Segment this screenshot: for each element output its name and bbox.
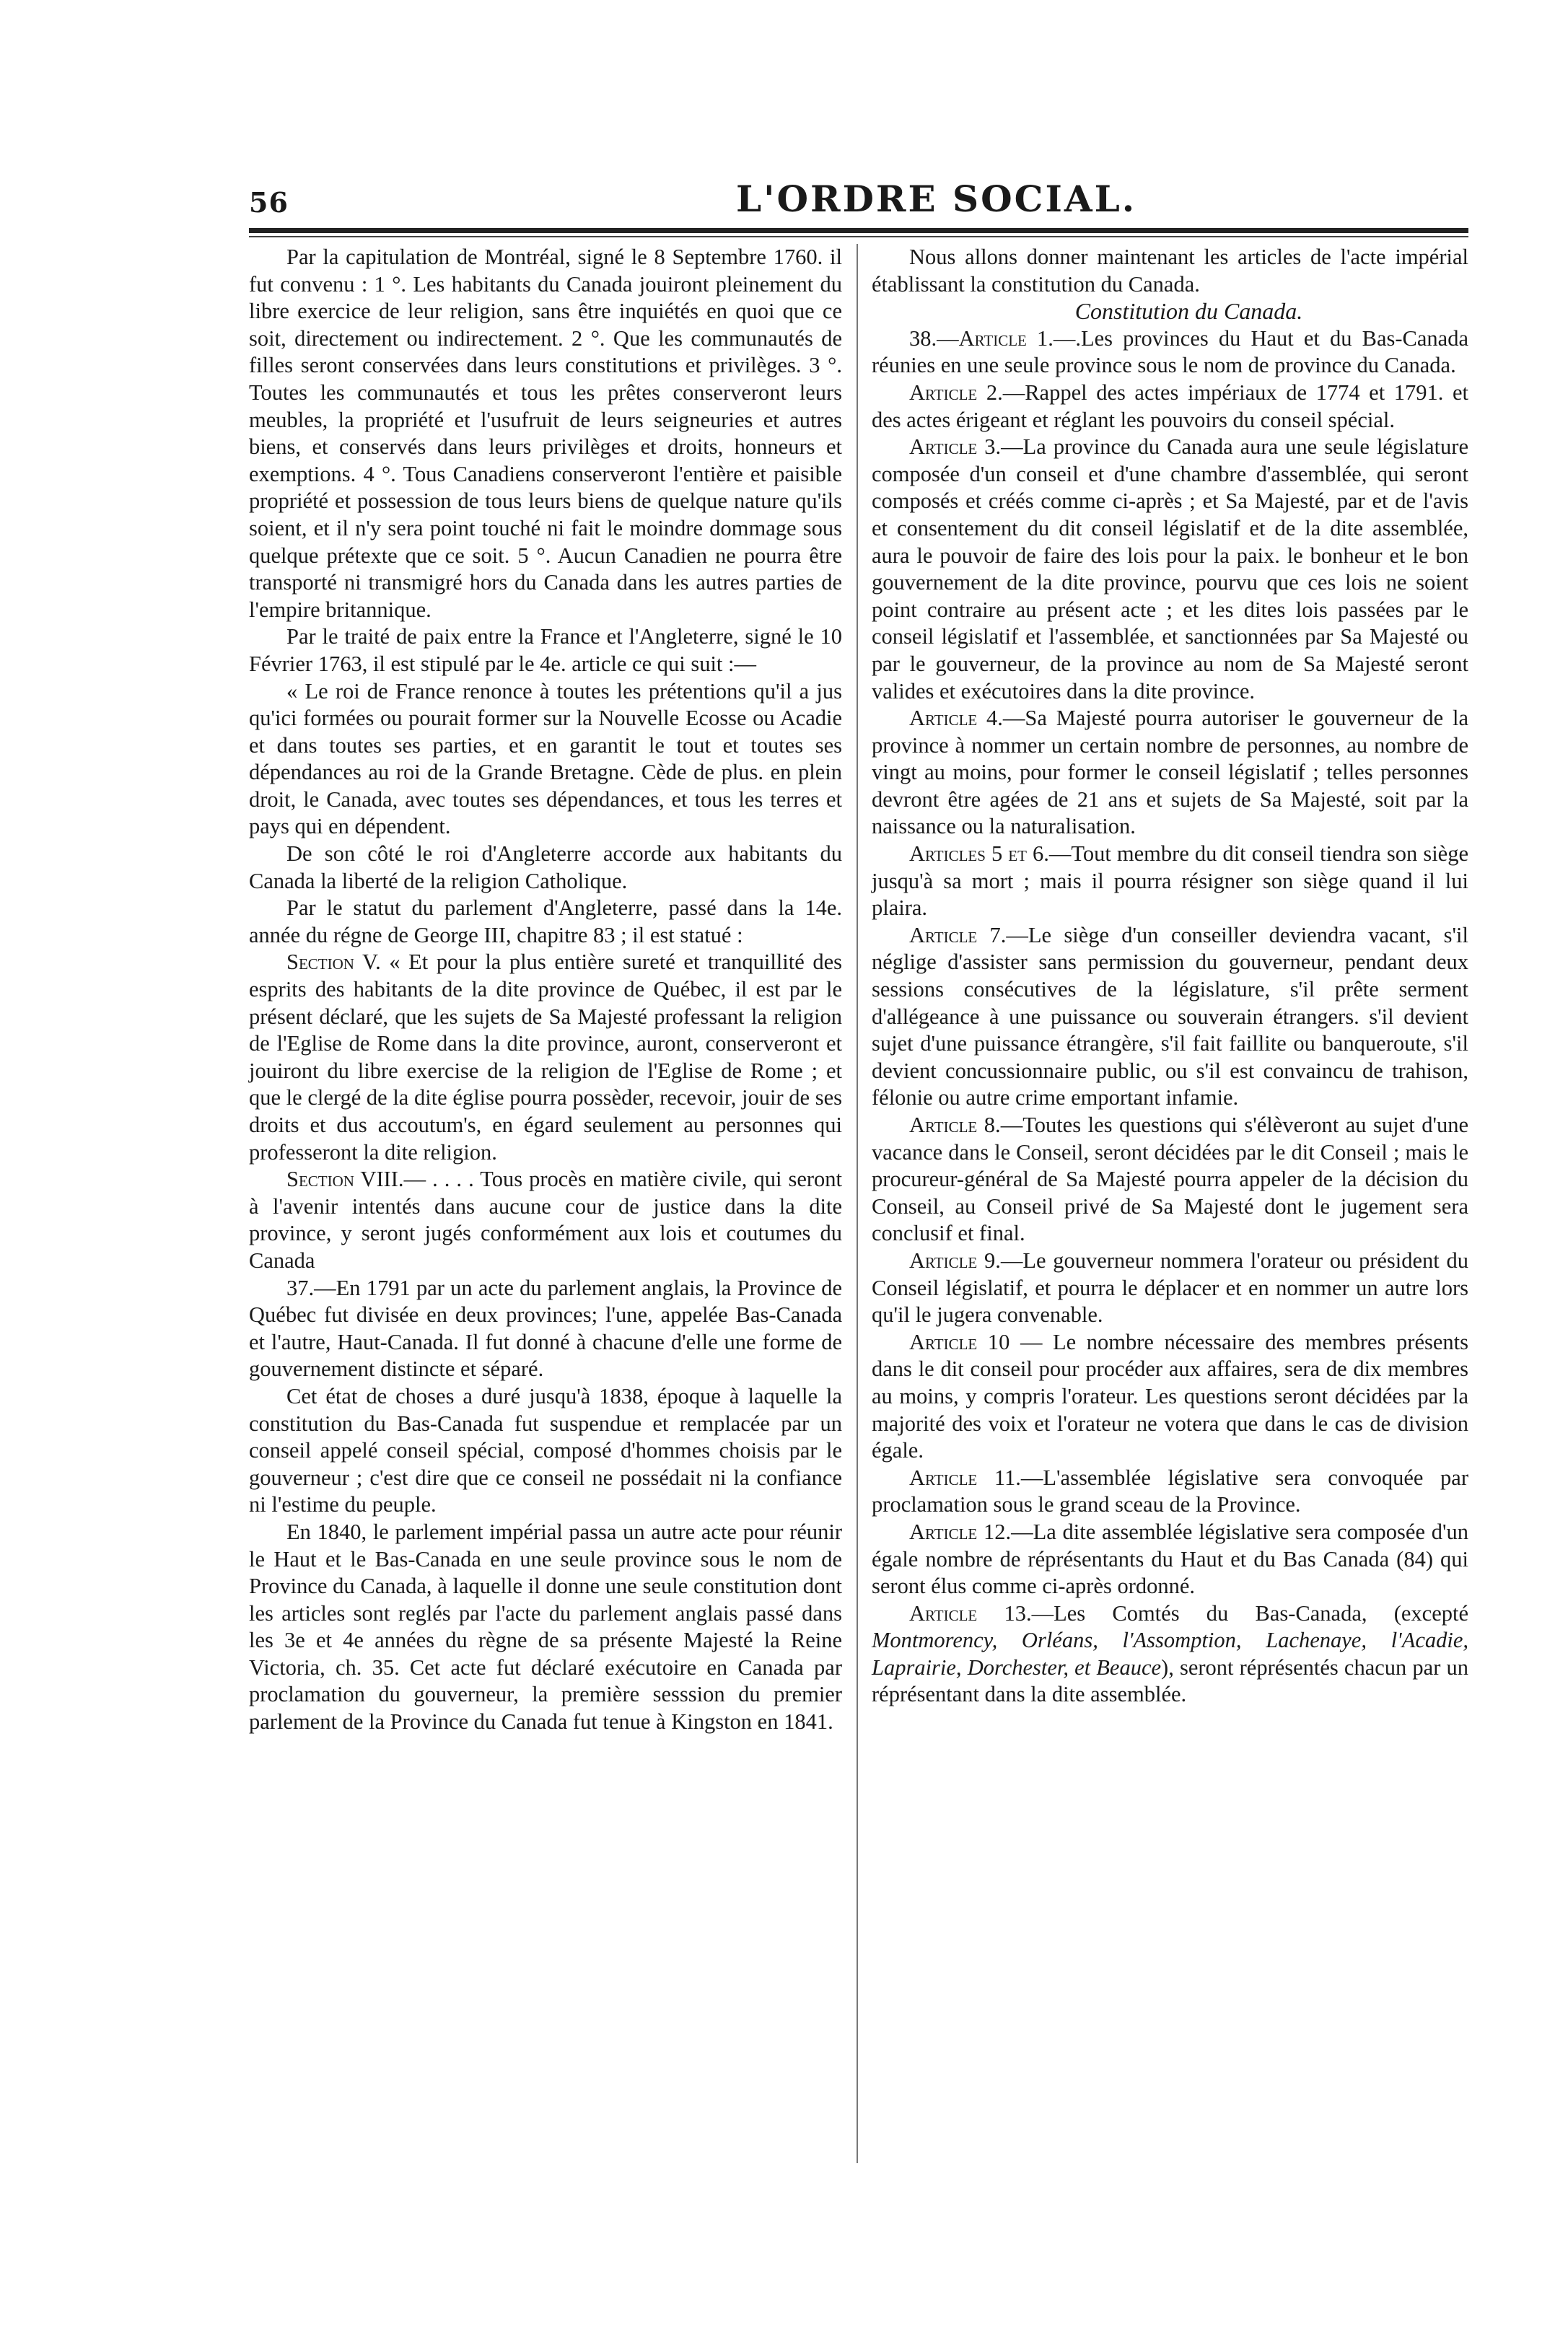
article-1 [872,325,1468,380]
right-column [872,244,1468,1709]
article-13 [872,1600,1468,1709]
paragraph-traite-paix: Par le traité de paix entre la France et l'Angleterre, signé le 10 Février 1763, il est stipulé par le 4e. article ce qui suit :— [249,624,842,676]
article-2-label: Article 2. [909,380,1003,405]
running-title: L'ORDRE SOCIAL. [736,177,1137,220]
article-12-text: —La dite assemblée législative sera composée d'un égale nombre de réprésentants du Haut et du Bas Canada (84) qui seront élus comme ci-après ordonné. [872,1519,1468,1599]
article-12 [872,1519,1468,1600]
article-7 [872,922,1468,1112]
article-13-text-a: —Les Comtés du Bas-Canada, (excepté [1031,1600,1468,1626]
paragraph-capitulation: Par la capitulation de Montréal, signé le 8 Septembre 1760. il fut convenu : 1 °. Les habitants du Canada jouiront pleinement du libre exercice de leur religion, sans être inquiétés en quoi que ce soit, directement ou indirectement. 2 °. Que les communautés de filles seront conservées dans leurs constitutions et privilèges. 3 °. Toutes les communautés et tous les prêtes conserveront leurs meubles, la propriété et l'usufruit de leurs seigneuries et autres biens, et conservés dans leurs privilèges et droits, honneurs et exemptions. 4 °. Tous Canadiens conserveront l'entière et paisible propriété et possession de tous leurs biens de quelque nature qu'ils soient, et il n'y sera point touché ni fait le moindre dommage sous quelque prétexte que ce soit. 5 °. Aucun Canadien ne pourra être transporté ni transmigré hors du Canada dans les autres parties de l'empire britannique. [249,245,842,622]
article-1-text: —.Les provinces du Haut et du Bas-Canada réunies en une seule province sous le nom de province du Canada. [872,325,1468,378]
paragraph-roi-angleterre: De son côté le roi d'Angleterre accorde aux habitants du Canada la liberté de la religion Catholique. [249,841,842,893]
article-4-label: Article 4. [909,706,1003,731]
article-11-text: —L'assemblée législative sera convoquée par proclamation sous le grand sceau de la Province. [872,1465,1468,1517]
paragraph-etat-choses: Cet état de choses a duré jusqu'à 1838, époque à laquelle la constitution du Bas-Canada fut suspendue et remplacée par un conseil appelé conseil spécial, composé d'hommes choisis par le gouverneur ; c'est dire que ce conseil ne possédait ni la confiance ni l'estime du peuple. [249,1383,842,1517]
header-rule-thin [249,236,1468,237]
section-heading: Constitution du Canada. [1074,298,1303,325]
article-3-text: —La province du Canada aura une seule législature composée d'un conseil et d'une chambre d'assemblée, qui seront composés et créés comme ci-après ; et Sa Majesté, par et de l'avis et consentement du dit conseil législatif et de la dite assemblée, aura le pouvoir de faire des lois pour la paix. le bonheur et le bon gouvernement de la dite province, pourvu que ces lois ne soient point contraire au présent acte ; et les dites lois passées par le conseil législatif et l'assemblée, et sanctionnées par Sa Majesté ou par le gouverneur, de la province au nom de Sa Majesté seront valides et exécutoires dans la dite province. [872,434,1468,704]
article-8-text: —Toutes les questions qui s'élèveront au sujet d'une vacance dans le Conseil, seront décidées par le dit Conseil ; mais le procureur-général de Sa Majesté pourra appeler de la décision du Conseil, au Conseil privé de Sa Majesté dont le jugement sera conclusif et final. [872,1113,1468,1246]
paragraph-37: 37.—En 1791 par un acte du parlement anglais, la Province de Québec fut divisée en deux provinces; l'une, appelée Bas-Canada et l'autre, Haut-Canada. Il fut donné à chacune d'elle une forme de gouvernement distincte et séparé. [249,1275,842,1382]
paragraph-1840: En 1840, le parlement impérial passa un autre acte pour réunir le Haut et le Bas-Canada en une seule province sous le nom de Province du Canada, à laquelle il donne une seule constitution dont les articles sont reglés par l'acte du parlement anglais passé dans les 3e et 4e années du règne de sa présente Majesté la Reine Victoria, ch. 35. Cet acte fut déclaré exécutoire en Canada par proclamation du gouverneur, la première sesssion du premier parlement de la Province du Canada fut tenue à Kingston en 1841. [249,1519,842,1735]
article-13-label: Article 13. [909,1600,1032,1626]
article-8-label: Article 8. [909,1113,1001,1137]
section-v-label: Section V. [286,950,381,975]
article-1-label: 38.—Article 1. [909,325,1054,351]
article-9-text: —Le gouverneur nommera l'orateur ou président du Conseil législatif, et pourra le déplacer et en nommer un autre lors qu'il le jugera convenable. [872,1248,1468,1328]
article-4 [872,705,1468,841]
section-viii-text: — . . . . Tous procès en matière civile, qui seront à l'avenir intentés dans aucune cour de justice dans la dite province, y seront jugés conformément aux lois et coutumes du Canada [249,1167,842,1273]
article-9 [872,1248,1468,1329]
articles-5-6-label: Articles 5 et 6. [909,841,1049,867]
article-11 [872,1465,1468,1519]
left-column [249,244,842,1736]
article-4-text: —Sa Majesté pourra autoriser le gouverneur de la province à nommer un certain nombre de personnes, au nombre de vingt au moins, pour former le conseil législatif ; telles personnes devront être agées de 21 ans et sujets de Sa Majesté, soit par la naissance ou la naturalisation. [872,706,1468,839]
section-viii-label: Section VIII. [286,1167,404,1192]
articles-5-6 [872,841,1468,922]
section-v-text: « Et pour la plus entière sureté et tranquillité des esprits des habitants de la dite province de Québec, il est par le présent déclaré, que les sujets de Sa Majesté professant la religion de l'Eglise de Rome dans la dite province, auront, conserveront et jouiront du libre exercise de la religion de l'Eglise de Rome ; et que le clergé de la dite église pourra possèder, recevoir, jouir de ses droits et dus accoutum's, en égard seulement au personnes qui professeront la dite religion. [249,950,843,1165]
article-13-text-b: ), seront réprésentés chacun par un réprésentant dans la dite assemblée. [872,1654,1468,1707]
header-rule-thick [249,228,1468,233]
article-3 [872,434,1468,705]
article-7-text: —Le siège d'un conseiller deviendra vacant, s'il néglige d'assister sans permission du gouverneur, pendant deux sessions consécutives de la législature, s'il prête serment d'allégeance à une puissance ou souverain étrangers. s'il devient sujet d'une puissance étrangère, s'il fait faillite ou banqueroute, s'il devient concussionnaire public, ou s'il est convaincu de trahison, félonie ou autre crime emportant infamie. [872,922,1468,1110]
article-10-text: — Le nombre nécessaire des membres présents dans le dit conseil pour procéder aux affaires, sera de dix membres au moins, y compris l'orateur. Les questions seront décidées par la majorité des voix et l'orateur ne votera que dans le cas de division égale. [872,1329,1468,1463]
article-12-label: Article 12. [909,1519,1012,1544]
article-13-counties: Montmorency, Orléans, l'Assomption, Lachenaye, l'Acadie, Laprairie, Dorchester, et Beauce [872,1628,1468,1680]
paragraph-intro: Nous allons donner maintenant les articles de l'acte impérial établissant la constitution du Canada. [872,245,1468,297]
article-8 [872,1112,1468,1248]
article-10 [872,1329,1468,1465]
article-11-label: Article 11. [909,1465,1021,1490]
articles-5-6-text: —Tout membre du dit conseil tiendra son siège jusqu'à sa mort ; mais il pourra résigner son siège quand il lui plaira. [872,841,1468,921]
paragraph-section-viii [249,1166,842,1274]
paragraph-quote-roi-france: « Le roi de France renonce à toutes les prétentions qu'il a jus qu'ici formées ou pourait former sur la Nouvelle Ecosse ou Acadie et dans toutes ses parties, et en garantit le tout et toutes ses dépendances au roi de la Grande Bretagne. Cède de plus. en plein droit, le Canada, avec toutes ses dépendances, et tous les terres et pays qui en dépendent. [249,678,842,839]
article-9-label: Article 9. [909,1248,1001,1273]
page-number: 56 [249,186,289,219]
paragraph-section-v [249,949,842,1166]
paragraph-statut: Par le statut du parlement d'Angleterre, passé dans la 14e. année du régne de George III, chapitre 83 ; il est statué : [249,895,842,947]
article-10-label: Article 10 [909,1329,1010,1354]
article-3-label: Article 3. [909,434,1002,460]
article-2 [872,380,1468,434]
article-2-text: —Rappel des actes impériaux de 1774 et 1791. et des actes érigeant et réglant les pouvoirs du conseil spécial. [872,380,1468,432]
article-7-label: Article 7. [909,922,1007,947]
column-divider [857,244,858,2163]
